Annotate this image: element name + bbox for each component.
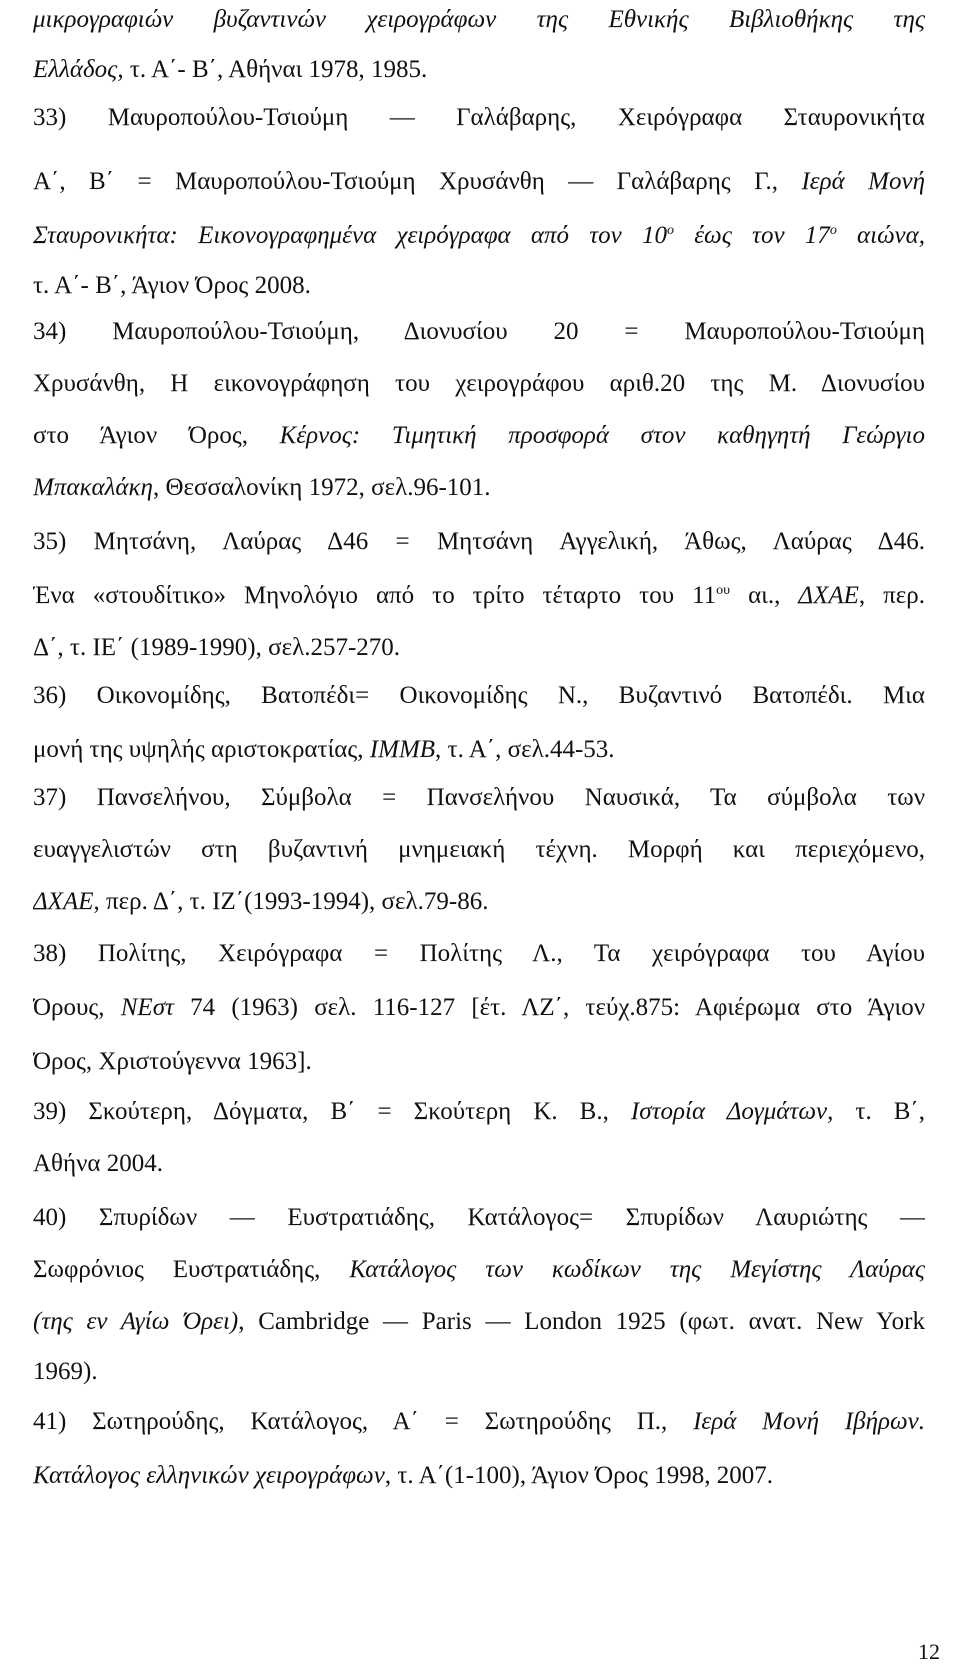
reference-text: ευαγγελιστών στη βυζαντινή μνημειακή τέχνη. Μορφή και περιεχόμενο, (33, 836, 925, 863)
reference-line (33, 1148, 925, 1180)
reference-text: 34) Μαυροπούλου-Τσιούμη, Διονυσίου 20 = Μαυροπούλου-Τσιούμη (33, 318, 925, 345)
reference-text: Ελλάδος, (33, 56, 130, 83)
reference-text: Κατάλογος ελληνικών χειρογράφων (33, 1462, 385, 1489)
reference-line (33, 1406, 925, 1438)
reference-line (33, 1356, 925, 1388)
reference-text: Ιερά Μονή (801, 168, 925, 195)
reference-text: 36) Οικονομίδης, Βατοπέδι= Οικονομίδης Ν., Βυζαντινό Βατοπέδι. Μια (33, 682, 925, 709)
reference-text: 33) Μαυροπούλου-Τσιούμη — Γαλάβαρης, Χειρόγραφα Σταυρονικήτα (33, 104, 925, 131)
superscript-text: ο (666, 223, 674, 238)
reference-line (33, 1460, 925, 1492)
reference-text: τ. Β΄, (833, 1098, 925, 1125)
reference-line (33, 420, 925, 452)
reference-text: Κέρνος: Τιμητική προσφορά στον καθηγητή Γεώργιο (279, 422, 925, 449)
reference-line (33, 834, 925, 866)
reference-text: , τ. Α΄, σελ.44-53. (435, 736, 615, 763)
reference-text: στο Άγιον Όρος, (33, 422, 280, 449)
reference-text: Κατάλογος των κωδίκων της Μεγίστης Λαύρας (349, 1256, 925, 1283)
reference-text: τ. Α΄- Β΄, Άγιον Όρος 2008. (33, 272, 311, 299)
reference-line (33, 4, 925, 36)
reference-text: Όρους, (33, 994, 121, 1021)
reference-line (33, 1202, 925, 1234)
reference-text: 41) Σωτηρούδης, Κατάλογος, Α΄ = Σωτηρούδης Π., (33, 1408, 694, 1435)
reference-line (33, 1046, 925, 1078)
reference-text: , Θεσσαλονίκη 1972, σελ.96-101. (152, 474, 491, 501)
reference-line (33, 782, 925, 814)
reference-text: Σταυρονικήτα: Εικονογραφημένα χειρόγραφα από τον 10 (33, 222, 667, 249)
reference-text: έως τον 17 (673, 222, 830, 249)
reference-line (33, 1254, 925, 1286)
reference-line (33, 526, 925, 558)
reference-line (33, 102, 925, 134)
reference-text: 39) Σκούτερη, Δόγματα, Β΄ = Σκούτερη Κ. Β., (33, 1098, 631, 1125)
reference-text: Σωφρόνιος Ευστρατιάδης, (33, 1256, 350, 1283)
reference-text: , τ. Α΄(1-100), Άγιον Όρος 1998, 2007. (384, 1462, 774, 1489)
reference-text: 38) Πολίτης, Χειρόγραφα = Πολίτης Λ., Τα χειρόγραφα του Αγίου (33, 940, 925, 967)
superscript-text: ου (716, 583, 731, 598)
reference-line (33, 220, 925, 252)
reference-text: 40) Σπυρίδων — Ευστρατιάδης, Κατάλογος= Σπυρίδων Λαυριώτης — (33, 1204, 925, 1231)
reference-text: (της εν Αγίω Όρει) (33, 1308, 239, 1335)
reference-text: , περ. (858, 582, 925, 609)
reference-text: τ. Α΄- Β΄, Αθήναι 1978, 1985. (129, 56, 428, 83)
reference-line (33, 316, 925, 348)
reference-text: 74 (1963) σελ. 116-127 [έτ. ΛΖ΄, τεύχ.875: Αφιέρωμα στο Άγιον (173, 994, 925, 1021)
reference-line (33, 368, 925, 400)
reference-text: Ιστορία Δογμάτων, (630, 1098, 834, 1125)
reference-line (33, 472, 925, 504)
reference-line (33, 938, 925, 970)
reference-line (33, 166, 925, 198)
reference-text: μικρογραφιών βυζαντινών χειρογράφων της Εθνικής Βιβλιοθήκης της (33, 6, 925, 33)
reference-text: Δ΄, τ. ΙΕ΄ (1989-1990), σελ.257-270. (33, 634, 401, 661)
reference-text: Ένα «στουδίτικο» Μηνολόγιο από το τρίτο τέταρτο του 11 (33, 582, 717, 609)
reference-text: Ιερά Μονή Ιβήρων. (693, 1408, 925, 1435)
reference-line (33, 992, 925, 1024)
reference-line (33, 632, 925, 664)
reference-line (33, 734, 925, 766)
reference-line (33, 886, 925, 918)
reference-line (33, 1096, 925, 1128)
reference-text: ΙΜΜΒ (369, 736, 436, 763)
reference-text: , Cambridge — Paris — London 1925 (φωτ. ανατ. New York (238, 1308, 925, 1335)
superscript-text: ο (829, 223, 837, 238)
reference-text: Όρος, Χριστούγεννα 1963]. (33, 1048, 312, 1075)
reference-line (33, 270, 925, 302)
reference-line (33, 54, 925, 86)
reference-text: 37) Πανσελήνου, Σύμβολα = Πανσελήνου Ναυσικά, Τα σύμβολα των (33, 784, 925, 811)
reference-text: Αθήνα 2004. (33, 1150, 164, 1177)
reference-text: ΔΧΑΕ (33, 888, 94, 915)
page-number: 12 (918, 1639, 940, 1664)
reference-text: μονή της υψηλής αριστοκρατίας, (33, 736, 370, 763)
reference-text: , περ. Δ΄, τ. ΙΖ΄(1993-1994), σελ.79-86. (93, 888, 489, 915)
reference-text: ΝΕστ (120, 994, 174, 1021)
reference-text: Μπακαλάκη (33, 474, 153, 501)
reference-text: 35) Μητσάνη, Λαύρας Δ46 = Μητσάνη Αγγελική, Άθως, Λαύρας Δ46. (33, 528, 925, 555)
reference-line (33, 580, 925, 612)
reference-line (33, 1306, 925, 1338)
reference-text: ΔΧΑΕ (798, 582, 859, 609)
reference-text: αι., (730, 582, 799, 609)
reference-text: 1969). (33, 1358, 98, 1385)
reference-line (33, 680, 925, 712)
reference-text: αιώνα, (836, 222, 925, 249)
reference-text: Χρυσάνθη, Η εικονογράφηση του χειρογράφου αριθ.20 της Μ. Διονυσίου (33, 370, 925, 397)
reference-text: Α΄, Β΄ = Μαυροπούλου-Τσιούμη Χρυσάνθη — Γαλάβαρης Γ., (33, 168, 802, 195)
